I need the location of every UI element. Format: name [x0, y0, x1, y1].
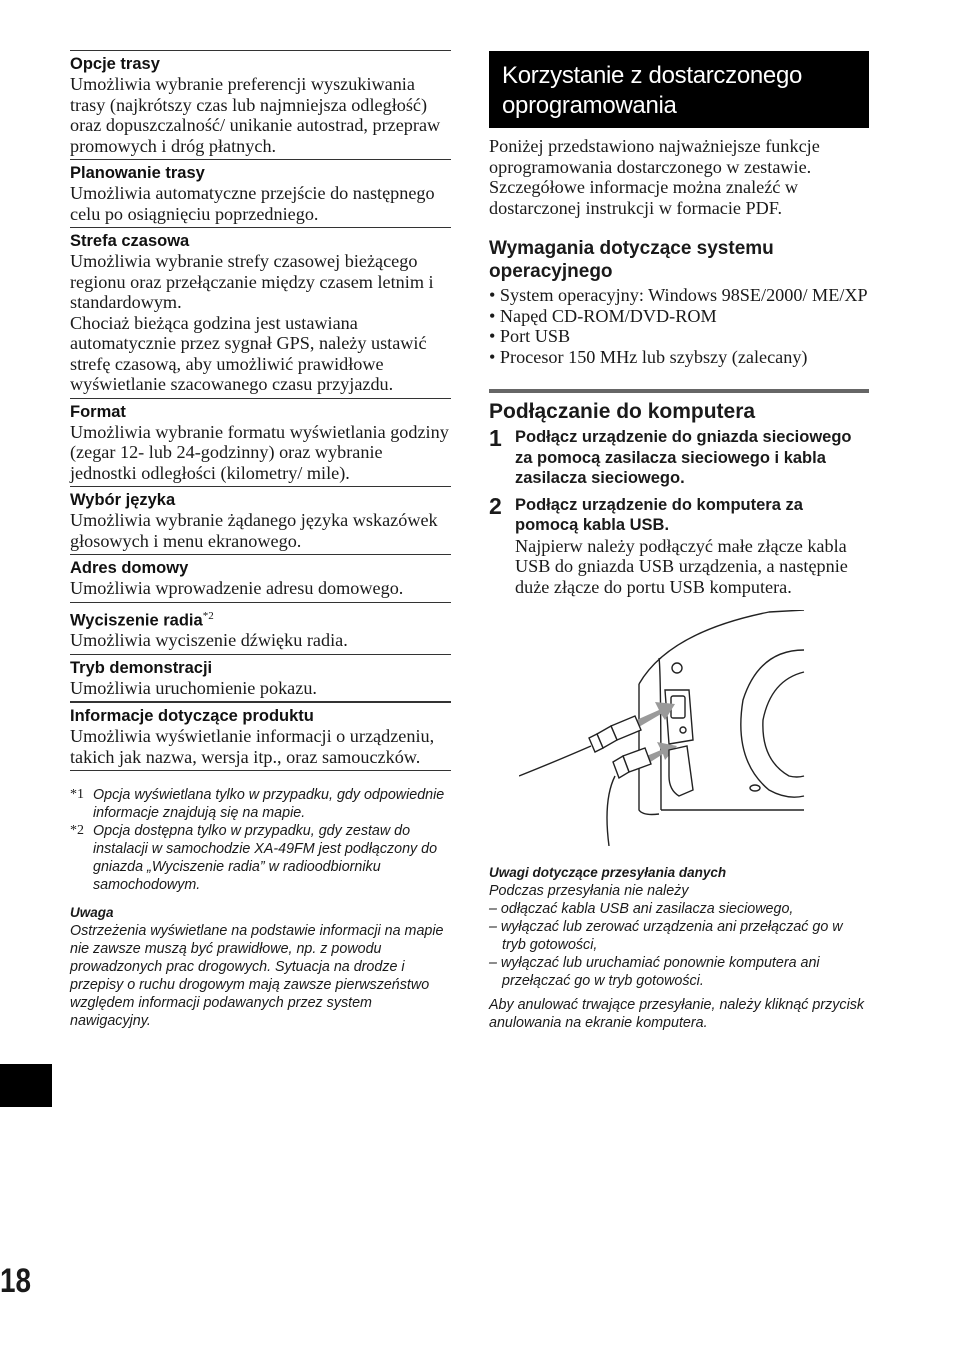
footnote-ref: *2 — [202, 609, 214, 622]
option-title: Informacje dotyczące produktu — [70, 707, 314, 725]
list-item: – odłączać kabla USB ani zasilacza sieciowego, — [489, 901, 794, 917]
page-number: 18 — [0, 1262, 32, 1300]
option-title: Planowanie trasy — [70, 164, 205, 182]
option-title: Format — [70, 402, 126, 421]
system-requirements-heading: Wymagania dotyczące systemu operacyjnego — [489, 238, 774, 282]
note-title: Uwaga — [70, 905, 114, 920]
section-header: Korzystanie z dostarczonego oprogramowania — [489, 51, 869, 128]
option-demo-mode — [70, 654, 451, 702]
list-item: • System operacyjny: Windows 98SE/2000/ ME/XP — [489, 285, 868, 305]
option-home-address — [70, 554, 451, 602]
usb-connection-illustration — [519, 610, 809, 846]
option-description: Umożliwia automatyczne przejście do następnego celu po osiągnięciu poprzedniego. — [70, 183, 435, 224]
note-text: Ostrzeżenia wyświetlane na podstawie informacji na mapie nie zawsze muszą być prawidłowe, np. z powodu prowadzonych prac drogowych. Sytuacja na drodze i przepisy o ruchu drogowym mają zawsze pierwszeństwo względem informacji podawanych przez system nawigacyjny. — [70, 923, 444, 1029]
option-product-info — [70, 701, 451, 771]
step-body — [515, 427, 869, 489]
option-description: Umożliwia wyświetlanie informacji o urządzeniu, takich jak nazwa, wersja itp., oraz samouczków. — [70, 726, 435, 767]
option-description: Umożliwia wybranie żądanego języka wskazówek głosowych i menu ekranowego. — [70, 510, 438, 551]
transfer-notes-title: Uwagi dotyczące przesyłania danych — [489, 865, 727, 880]
footnote-mark: *2 — [70, 823, 84, 838]
option-language — [70, 486, 451, 554]
option-time-zone — [70, 227, 451, 398]
option-title: Opcje trasy — [70, 55, 160, 73]
footnotes — [70, 786, 451, 894]
option-route-options — [70, 50, 451, 159]
list-item: – wyłączać lub zerować urządzenia ani przełączać go w tryb gotowości, — [489, 919, 843, 953]
option-description: Umożliwia uruchomienie pokazu. — [70, 677, 317, 698]
section-tab-marker — [0, 1064, 52, 1107]
option-title: Strefa czasowa — [70, 232, 190, 250]
step-number: 2 — [489, 492, 502, 519]
option-description: Umożliwia wyciszenie dźwięku radia. — [70, 630, 348, 650]
step-title: Podłącz urządzenie do komputera za pomocą kabla USB. — [515, 495, 803, 534]
list-item: • Procesor 150 MHz lub szybszy (zalecany) — [489, 346, 808, 367]
option-description: Umożliwia wybranie preferencji wyszukiwania trasy (najkrótszy czas lub najmniejsza odległość) oraz dopuszczalność/ unikanie autostrad, przepraw promowych i dróg płatnych. — [70, 74, 441, 156]
step-1 — [489, 427, 869, 489]
option-description-extra: Chociaż bieżąca godzina jest ustawiana automatycznie przez sygnał GPS, należy ustawić strefę czasową, aby umożliwić prawidłowe wyświetlanie szacowanego czasu przyjazdu. — [70, 312, 427, 394]
list-item: • Napęd CD-ROM/DVD-ROM — [489, 305, 717, 326]
option-description: Umożliwia wybranie strefy czasowej bieżącego regionu oraz przełączanie między czasem letnim i standardowym. — [70, 251, 434, 312]
system-requirements-list — [489, 285, 869, 367]
step-title: Podłącz urządzenie do gniazda sieciowego za pomocą zasilacza sieciowego i kabla zasilacza sieciowego. — [515, 428, 852, 487]
option-title — [70, 607, 451, 631]
footnote — [70, 822, 451, 894]
footnote-text: Opcja wyświetlana tylko w przypadku, gdy odpowiednie informacje znajdują się na mapie. — [93, 787, 445, 821]
transfer-notes-cancel: Aby anulować trwające przesyłanie, należy kliknąć przycisk anulowania na ekranie komputera. — [489, 997, 865, 1031]
transfer-notes — [489, 864, 869, 1032]
option-title: Tryb demonstracji — [70, 658, 213, 677]
step-body — [515, 495, 869, 598]
right-column — [489, 51, 869, 1032]
left-column — [70, 50, 451, 1030]
option-description: Umożliwia wybranie formatu wyświetlania godziny (zegar 12- lub 24-godzinny) oraz wybranie jednostki odległości (kilometry/ mile). — [70, 421, 449, 483]
device-usb-illustration — [519, 610, 809, 846]
footnote-text: Opcja dostępna tylko w przypadku, gdy zestaw do instalacji w samochodzie XA-49FM jest podłączony do gniazda „Wyciszenie radia” w radioodbiorniku samochodowym. — [93, 823, 438, 893]
option-format — [70, 398, 451, 487]
connect-heading: Podłączanie do komputera — [489, 400, 756, 423]
option-title: Adres domowy — [70, 559, 189, 577]
step-2 — [489, 492, 869, 598]
option-description: Umożliwia wprowadzenie adresu domowego. — [70, 578, 404, 598]
footnote-mark: *1 — [70, 787, 84, 802]
option-title: Wybór języka — [70, 491, 176, 509]
step-number: 1 — [489, 425, 502, 451]
option-radio-mute — [70, 602, 451, 654]
transfer-notes-intro: Podczas przesyłania nie należy — [489, 883, 689, 899]
footnote — [70, 786, 451, 822]
list-item: – wyłączać lub uruchamiać ponownie komputera ani przełączać go w tryb gotowości. — [489, 955, 820, 989]
list-item: • Port USB — [489, 326, 571, 346]
option-route-planning — [70, 159, 451, 227]
section-divider — [489, 389, 869, 393]
intro-paragraph: Poniżej przedstawiono najważniejsze funkcje oprogramowania dostarczonego w zestawie. Szczegółowe informacje można znaleźć w dostarczonej instrukcji w formacie PDF. — [489, 136, 820, 218]
step-text: Najpierw należy podłączyć małe złącze kabla USB do gniazda USB urządzenia, a następnie duże złącze do portu USB komputera. — [515, 535, 848, 597]
option-title-text: Wyciszenie radia — [70, 611, 203, 629]
